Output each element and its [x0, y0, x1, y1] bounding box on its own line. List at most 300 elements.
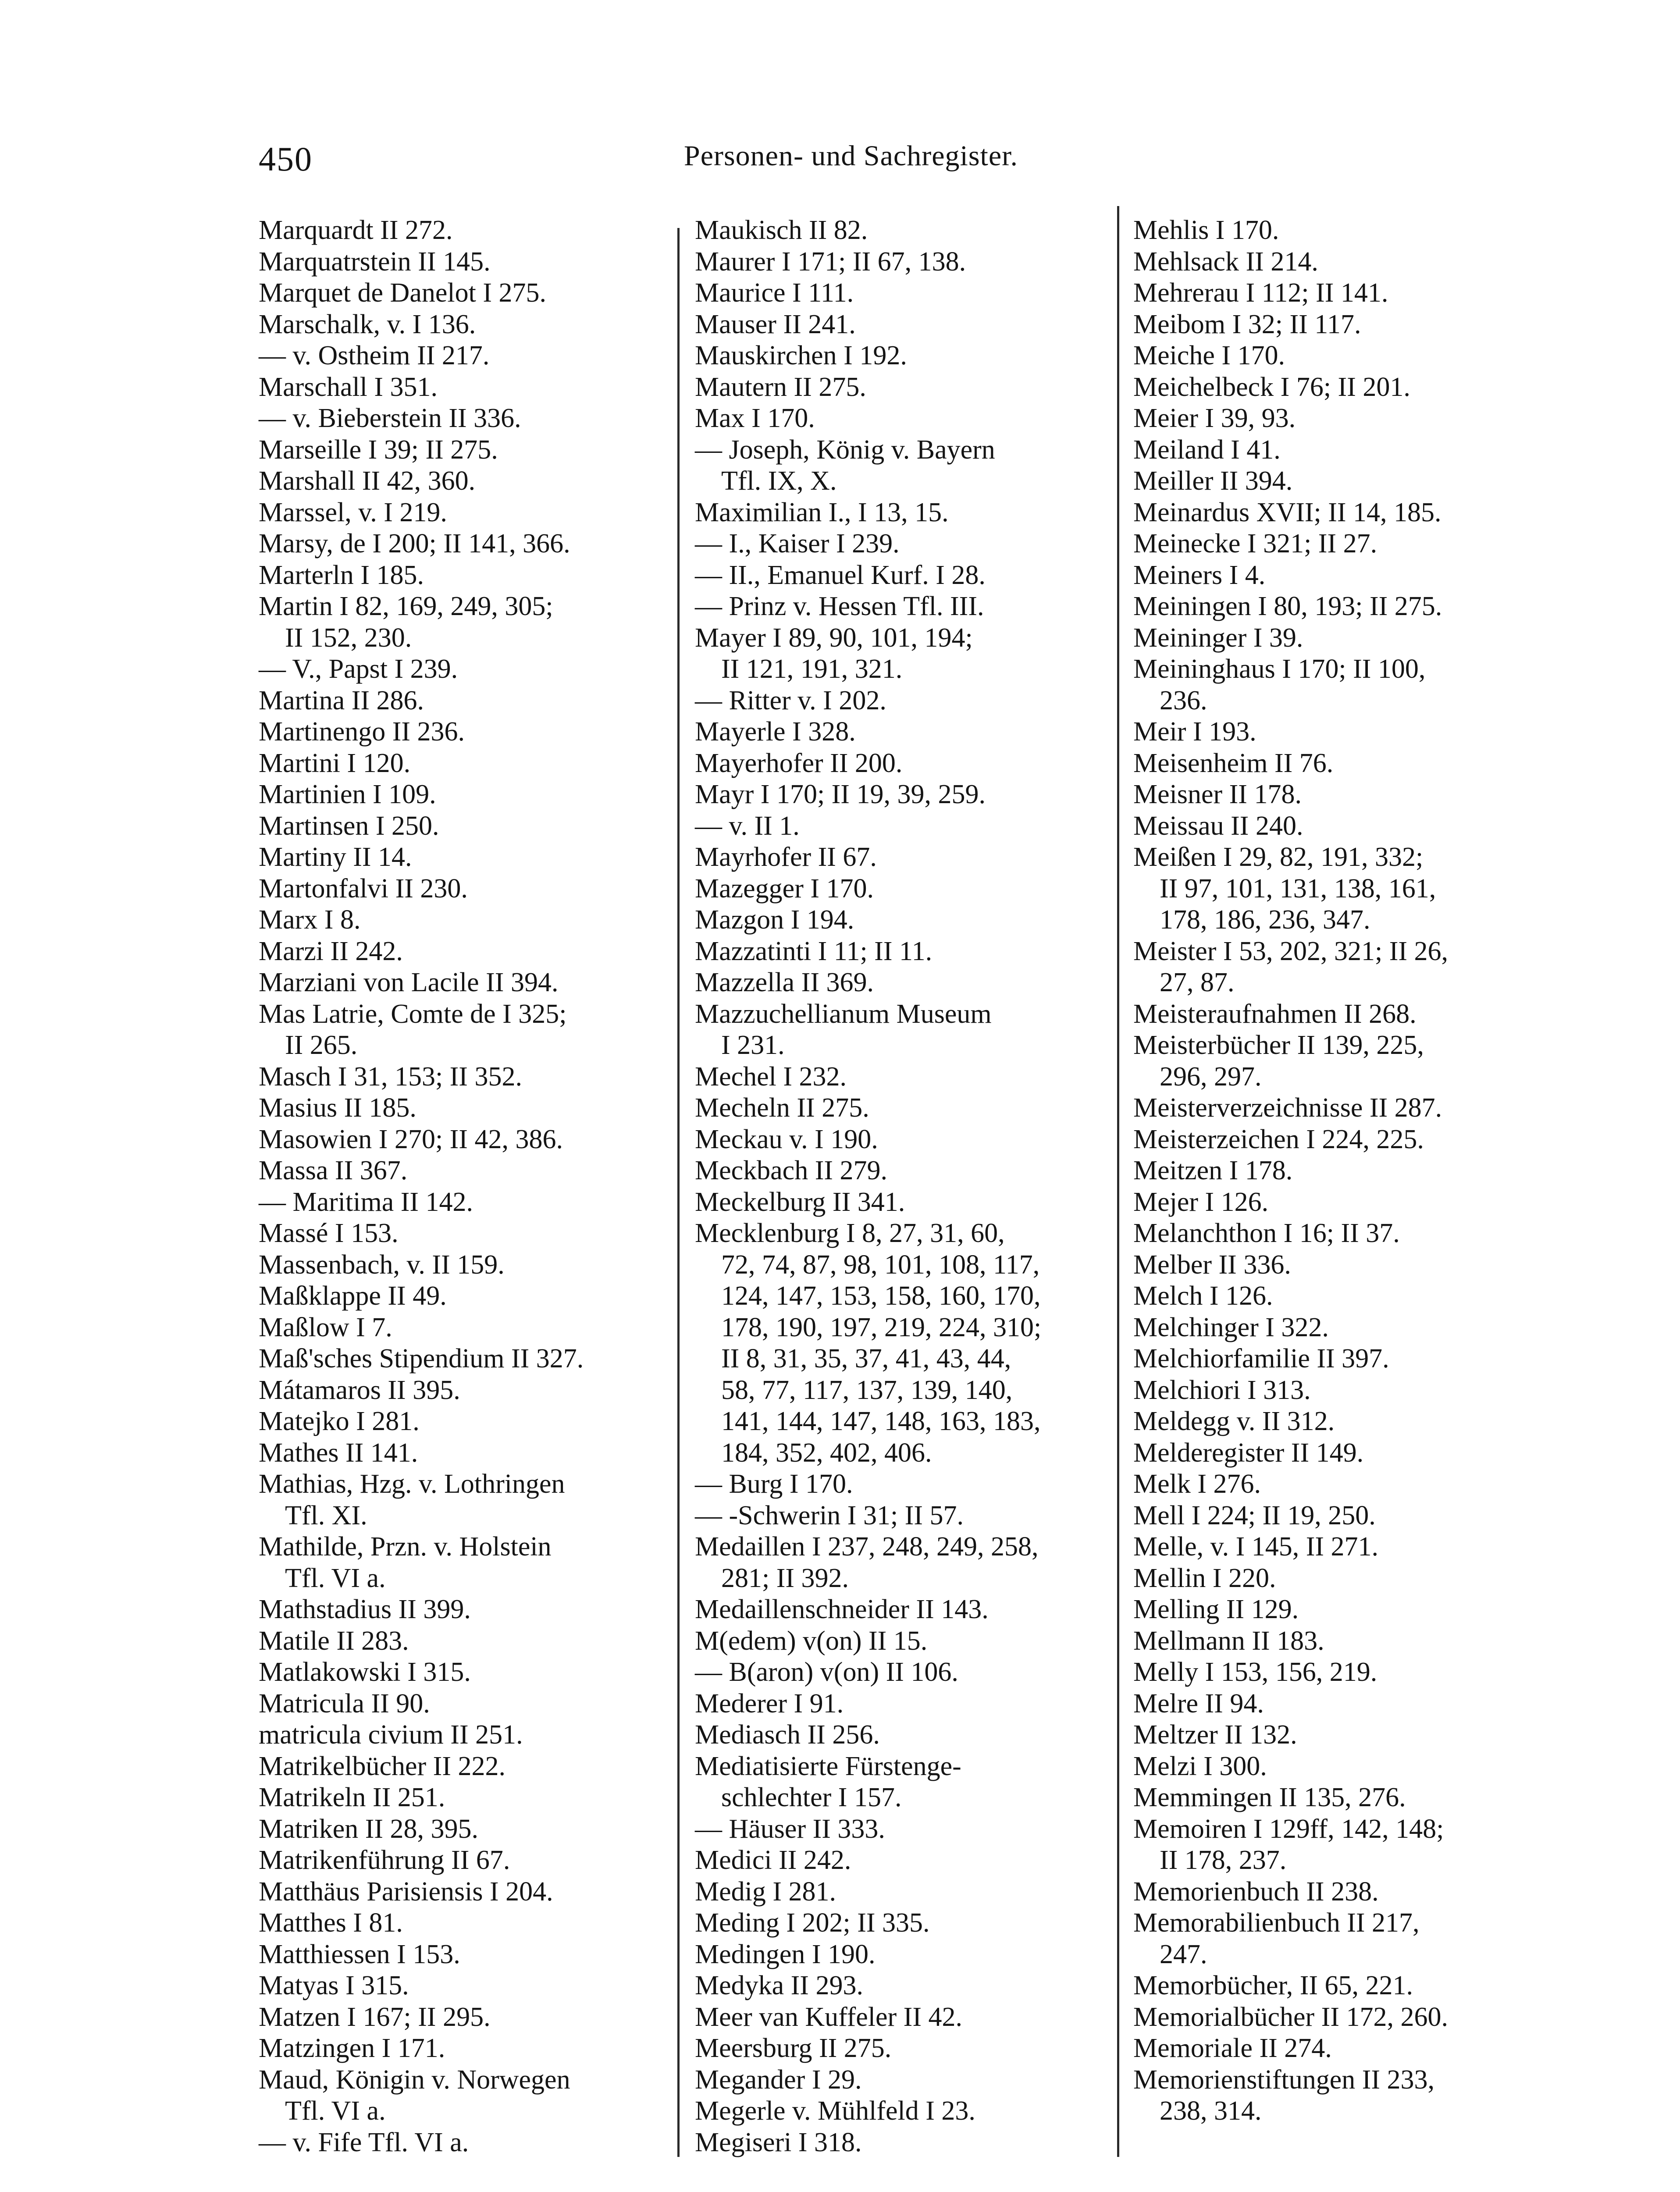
- index-entry: [259, 1594, 680, 1626]
- index-entry: [259, 685, 680, 717]
- entry-text: Matzingen I 171.: [259, 2033, 445, 2063]
- entry-text: Mautern II 275.: [695, 372, 866, 402]
- index-entry: [1133, 1375, 1576, 1406]
- entry-text: — v. II 1.: [695, 811, 800, 841]
- entry-text: Martiny II 14.: [259, 842, 412, 872]
- entry-text: Medaillenschneider II 143.: [695, 1594, 989, 1624]
- entry-text: Mayer I 89, 90, 101, 194;: [695, 623, 973, 653]
- index-entry: [695, 1469, 1122, 1500]
- entry-text: Maurice I 111.: [695, 278, 854, 308]
- index-entry: [259, 309, 680, 341]
- entry-text: Meldegg v. II 312.: [1133, 1406, 1335, 1436]
- index-entry: [1133, 1782, 1576, 1814]
- entry-continuation: 296, 297.: [1160, 1061, 1262, 1092]
- entry-continuation: 178, 190, 197, 219, 224, 310;: [721, 1312, 1042, 1342]
- index-entry: [1133, 1249, 1576, 1281]
- entry-text: Meißen I 29, 82, 191, 332;: [1133, 842, 1424, 872]
- index-entry: [259, 1719, 680, 1751]
- index-entry: [695, 434, 1122, 497]
- index-entry: [695, 309, 1122, 341]
- index-entry: [695, 1876, 1122, 1908]
- entry-text: Maßlow I 7.: [259, 1312, 392, 1342]
- index-entry: [259, 1406, 680, 1438]
- entry-text: Mediatisierte Fürstenge-: [695, 1751, 961, 1781]
- index-entry: [259, 1814, 680, 1845]
- index-entry: [259, 654, 680, 685]
- index-entry: [695, 2002, 1122, 2033]
- entry-text: Melly I 153, 156, 219.: [1133, 1657, 1377, 1687]
- entry-text: Meisterverzeichnisse II 287.: [1133, 1093, 1442, 1123]
- entry-text: Mecheln II 275.: [695, 1093, 869, 1123]
- entry-text: Melchinger I 322.: [1133, 1312, 1329, 1342]
- entry-text: Massé I 153.: [259, 1218, 399, 1248]
- entry-text: Medingen I 190.: [695, 1939, 876, 1969]
- index-entry: [695, 1061, 1122, 1093]
- index-entry: [695, 340, 1122, 372]
- index-entry: [259, 466, 680, 497]
- entry-text: Matlakowski I 315.: [259, 1657, 471, 1687]
- index-entry: [1133, 340, 1576, 372]
- index-entry: [1133, 1814, 1576, 1876]
- entry-text: Meissau II 240.: [1133, 811, 1303, 841]
- index-entry: [695, 904, 1122, 936]
- entry-text: Meinardus XVII; II 14, 185.: [1133, 497, 1442, 527]
- entry-text: Memorienbuch II 238.: [1133, 1876, 1379, 1907]
- index-entry: [259, 1187, 680, 1218]
- entry-text: — Ritter v. I 202.: [695, 685, 886, 715]
- index-entry: [1133, 936, 1576, 999]
- index-entry: [1133, 748, 1576, 779]
- entry-text: Mátamaros II 395.: [259, 1375, 460, 1405]
- entry-text: Marseille I 39; II 275.: [259, 434, 498, 465]
- index-entry: [259, 1343, 680, 1375]
- index-entry: [695, 1719, 1122, 1751]
- index-entry: [695, 278, 1122, 309]
- entry-text: Memoriale II 274.: [1133, 2033, 1332, 2063]
- entry-text: Marquardt II 272.: [259, 215, 453, 245]
- entry-continuation: II 97, 101, 131, 138, 161,: [1160, 873, 1436, 904]
- entry-continuation: 72, 74, 87, 98, 101, 108, 117,: [721, 1249, 1040, 1280]
- index-entry: [695, 873, 1122, 905]
- index-entry: [695, 403, 1122, 434]
- entry-text: Meckelburg II 341.: [695, 1187, 905, 1217]
- index-entry: [1133, 278, 1576, 309]
- entry-text: Mazgon I 194.: [695, 905, 854, 935]
- index-entry: [259, 497, 680, 529]
- index-entry: [259, 1531, 680, 1594]
- index-entry: [1133, 1876, 1576, 1908]
- entry-text: Mayrhofer II 67.: [695, 842, 877, 872]
- index-entry: [695, 1939, 1122, 1971]
- index-entry: [259, 1155, 680, 1187]
- index-entry: [1133, 1751, 1576, 1783]
- index-entry: [259, 528, 680, 560]
- entry-text: Mathias, Hzg. v. Lothringen: [259, 1469, 565, 1499]
- entry-text: Maukisch II 82.: [695, 215, 868, 245]
- entry-text: Mas Latrie, Comte de I 325;: [259, 999, 567, 1029]
- entry-text: Melanchthon I 16; II 37.: [1133, 1218, 1400, 1248]
- entry-continuation: II 178, 237.: [1160, 1845, 1287, 1875]
- index-entry: [695, 748, 1122, 779]
- entry-text: Matrikenführung II 67.: [259, 1845, 510, 1875]
- index-entry: [259, 1782, 680, 1814]
- entry-continuation: 281; II 392.: [721, 1563, 849, 1593]
- index-entry: [1133, 1438, 1576, 1469]
- index-entry: [695, 560, 1122, 591]
- entry-text: Martinien I 109.: [259, 779, 436, 809]
- index-entry: [259, 340, 680, 372]
- entry-text: Marschall I 351.: [259, 372, 438, 402]
- entry-text: Melderegister II 149.: [1133, 1438, 1364, 1468]
- index-entry: [695, 1657, 1122, 1688]
- entry-text: Masch I 31, 153; II 352.: [259, 1061, 522, 1092]
- index-entry: [1133, 1092, 1576, 1124]
- index-entry: [695, 215, 1122, 246]
- index-entry: [259, 2002, 680, 2033]
- entry-continuation: 247.: [1160, 1939, 1207, 1969]
- index-entry: [695, 1907, 1122, 1939]
- entry-text: Melk I 276.: [1133, 1469, 1261, 1499]
- index-entry: [1133, 1187, 1576, 1218]
- index-entry: [1133, 2002, 1576, 2033]
- index-entry: [1133, 1907, 1576, 1970]
- entry-text: Martini I 120.: [259, 748, 411, 778]
- entry-text: Mederer I 91.: [695, 1688, 844, 1719]
- entry-text: Marquet de Danelot I 275.: [259, 278, 546, 308]
- entry-text: Masius II 185.: [259, 1093, 416, 1123]
- entry-text: Melchiori I 313.: [1133, 1375, 1311, 1405]
- index-entry: [1133, 1719, 1576, 1751]
- entry-text: Mathstadius II 399.: [259, 1594, 471, 1624]
- index-entry: [259, 1124, 680, 1156]
- index-entry: [259, 716, 680, 748]
- index-entry: [1133, 528, 1576, 560]
- index-entry: [695, 591, 1122, 623]
- index-entry: [695, 1594, 1122, 1626]
- entry-text: Matrikeln II 251.: [259, 1783, 445, 1812]
- index-entry: [1133, 309, 1576, 341]
- entry-text: Memoiren I 129ff, 142, 148;: [1133, 1814, 1444, 1844]
- index-entry: [1133, 1312, 1576, 1344]
- index-entry: [1133, 1218, 1576, 1249]
- entry-text: Mauskirchen I 192.: [695, 341, 907, 370]
- index-entry: [1133, 497, 1576, 529]
- index-entry: [1133, 811, 1576, 842]
- index-entry: [1133, 2033, 1576, 2064]
- entry-text: Marsy, de I 200; II 141, 366.: [259, 529, 570, 559]
- entry-text: Melber II 336.: [1133, 1249, 1291, 1280]
- index-entry: [695, 1124, 1122, 1156]
- entry-text: Meier I 39, 93.: [1133, 403, 1296, 433]
- entry-text: Mathilde, Przn. v. Holstein: [259, 1532, 552, 1562]
- index-entry: [259, 1939, 680, 1971]
- entry-continuation: 58, 77, 117, 137, 139, 140,: [721, 1375, 1013, 1405]
- entry-text: — V., Papst I 239.: [259, 654, 458, 684]
- entry-text: — v. Fife Tfl. VI a.: [259, 2127, 469, 2157]
- index-entry: [259, 1876, 680, 1908]
- entry-text: Martonfalvi II 230.: [259, 873, 468, 904]
- entry-text: Meininger I 39.: [1133, 623, 1303, 653]
- index-entry: [1133, 591, 1576, 623]
- entry-text: Memorienstiftungen II 233,: [1133, 2064, 1435, 2095]
- entry-text: Martin I 82, 169, 249, 305;: [259, 591, 553, 621]
- index-entry: [695, 246, 1122, 278]
- entry-continuation: Tfl. VI a.: [285, 1563, 386, 1593]
- entry-continuation: 238, 314.: [1160, 2096, 1262, 2126]
- entry-text: Matthes I 81.: [259, 1908, 403, 1938]
- entry-text: Medaillen I 237, 248, 249, 258,: [695, 1532, 1039, 1562]
- index-entry: [1133, 1124, 1576, 1156]
- entry-text: Matthäus Parisiensis I 204.: [259, 1876, 553, 1907]
- entry-text: Megerle v. Mühlfeld I 23.: [695, 2096, 975, 2126]
- entry-text: Melling II 129.: [1133, 1594, 1299, 1624]
- index-entry: [695, 685, 1122, 717]
- entry-text: Maurer I 171; II 67, 138.: [695, 246, 966, 277]
- index-entry: [695, 372, 1122, 403]
- entry-text: Meckau v. I 190.: [695, 1124, 878, 1154]
- entry-text: — B(aron) v(on) II 106.: [695, 1657, 958, 1687]
- entry-text: Mehlis I 170.: [1133, 215, 1279, 245]
- index-entry: [1133, 1970, 1576, 2002]
- index-entry: [1133, 246, 1576, 278]
- entry-text: Meiche I 170.: [1133, 341, 1285, 370]
- index-entry: [1133, 779, 1576, 811]
- entry-text: Marziani von Lacile II 394.: [259, 968, 559, 997]
- entry-text: Melchiorfamilie II 397.: [1133, 1344, 1389, 1374]
- entry-text: Martinengo II 236.: [259, 717, 465, 747]
- entry-text: Meersburg II 275.: [695, 2033, 892, 2063]
- index-entry: [695, 1531, 1122, 1594]
- entry-text: Mecklenburg I 8, 27, 31, 60,: [695, 1218, 1005, 1248]
- index-entry: [1133, 1563, 1576, 1594]
- index-entry: [259, 1092, 680, 1124]
- entry-text: M(edem) v(on) II 15.: [695, 1626, 928, 1656]
- entry-text: Matejko I 281.: [259, 1406, 420, 1436]
- entry-text: Mathes II 141.: [259, 1438, 418, 1468]
- entry-text: Marx I 8.: [259, 905, 361, 935]
- entry-text: Meinecke I 321; II 27.: [1133, 529, 1377, 559]
- entry-text: Meding I 202; II 335.: [695, 1908, 930, 1938]
- index-entry: [695, 2096, 1122, 2127]
- entry-text: Massenbach, v. II 159.: [259, 1249, 505, 1280]
- entry-text: Meichelbeck I 76; II 201.: [1133, 372, 1410, 402]
- index-entry: [259, 904, 680, 936]
- index-column-2: [695, 215, 1122, 2158]
- entry-text: Marquatrstein II 145.: [259, 246, 491, 277]
- index-entry: [1133, 716, 1576, 748]
- entry-continuation: 141, 144, 147, 148, 163, 183,: [721, 1406, 1041, 1436]
- index-entry: [1133, 1594, 1576, 1626]
- index-entry: [1133, 1688, 1576, 1720]
- entry-text: — II., Emanuel Kurf. I 28.: [695, 560, 986, 590]
- entry-text: Massa II 367.: [259, 1156, 408, 1185]
- entry-text: Melch I 126.: [1133, 1281, 1273, 1311]
- index-entry: [695, 716, 1122, 748]
- index-entry: [695, 842, 1122, 873]
- index-entry: [259, 936, 680, 968]
- entry-continuation: 184, 352, 402, 406.: [721, 1438, 932, 1468]
- index-entry: [695, 1751, 1122, 1814]
- index-entry: [695, 1845, 1122, 1876]
- entry-text: Meiningen I 80, 193; II 275.: [1133, 591, 1442, 621]
- index-entry: [695, 1626, 1122, 1657]
- index-entry: [1133, 999, 1576, 1030]
- entry-continuation: II 265.: [285, 1030, 358, 1060]
- entry-text: Mazzella II 369.: [695, 968, 874, 997]
- entry-text: matricula civium II 251.: [259, 1720, 523, 1750]
- index-entry: [695, 999, 1122, 1061]
- index-entry: [259, 779, 680, 811]
- entry-text: Marterln I 185.: [259, 560, 424, 590]
- index-column-1: [259, 215, 680, 2158]
- entry-continuation: 27, 87.: [1160, 968, 1235, 997]
- index-entry: [1133, 842, 1576, 936]
- index-entry: [695, 2033, 1122, 2064]
- entry-text: Meininghaus I 170; II 100,: [1133, 654, 1426, 684]
- index-entry: [1133, 1500, 1576, 1532]
- index-entry: [259, 1845, 680, 1876]
- entry-text: Meisterbücher II 139, 225,: [1133, 1030, 1424, 1060]
- entry-text: Meiners I 4.: [1133, 560, 1266, 590]
- index-entry: [259, 1218, 680, 1249]
- entry-text: Medig I 281.: [695, 1876, 836, 1907]
- index-entry: [259, 999, 680, 1061]
- index-entry: [259, 278, 680, 309]
- entry-continuation: 236.: [1160, 685, 1207, 715]
- entry-continuation: I 231.: [721, 1030, 785, 1060]
- index-entry: [1133, 434, 1576, 466]
- index-entry: [259, 1249, 680, 1281]
- entry-text: Meisteraufnahmen II 268.: [1133, 999, 1417, 1029]
- entry-text: Maßklappe II 49.: [259, 1281, 447, 1311]
- entry-text: Mayr I 170; II 19, 39, 259.: [695, 779, 986, 809]
- entry-text: Meir I 193.: [1133, 717, 1256, 747]
- entry-text: Matriken II 28, 395.: [259, 1814, 479, 1844]
- entry-text: Melzi I 300.: [1133, 1751, 1267, 1781]
- entry-text: Meer van Kuffeler II 42.: [695, 2002, 962, 2032]
- index-entry: [259, 748, 680, 779]
- index-entry: [259, 1469, 680, 1531]
- entry-text: Marzi II 242.: [259, 936, 403, 966]
- entry-text: Mazzatinti I 11; II 11.: [695, 936, 933, 966]
- entry-text: — Prinz v. Hessen Tfl. III.: [695, 591, 984, 621]
- index-entry: [259, 1312, 680, 1344]
- entry-text: Meisenheim II 76.: [1133, 748, 1334, 778]
- entry-continuation: II 152, 230.: [285, 623, 412, 653]
- entry-text: Memorabilienbuch II 217,: [1133, 1908, 1420, 1938]
- entry-text: Mazegger I 170.: [695, 873, 874, 904]
- index-entry: [695, 2127, 1122, 2159]
- index-entry: [259, 591, 680, 654]
- entry-text: Max I 170.: [695, 403, 815, 433]
- entry-text: — v. Bieberstein II 336.: [259, 403, 521, 433]
- index-entry: [1133, 654, 1576, 716]
- entry-continuation: Tfl. XI.: [285, 1500, 367, 1530]
- entry-continuation: 124, 147, 153, 158, 160, 170,: [721, 1281, 1041, 1311]
- entry-continuation: II 121, 191, 321.: [721, 654, 903, 684]
- entry-text: Matzen I 167; II 295.: [259, 2002, 491, 2032]
- index-entry: [695, 779, 1122, 811]
- entry-text: Maximilian I., I 13, 15.: [695, 497, 949, 527]
- index-entry: [259, 1907, 680, 1939]
- entry-continuation: schlechter I 157.: [721, 1783, 902, 1812]
- index-entry: [259, 1438, 680, 1469]
- entry-text: Meister I 53, 202, 321; II 26,: [1133, 936, 1449, 966]
- entry-text: Mellin I 220.: [1133, 1563, 1276, 1593]
- index-entry: [695, 623, 1122, 685]
- index-entry: [695, 1500, 1122, 1532]
- entry-text: Mazzuchellianum Museum: [695, 999, 992, 1029]
- entry-text: Melre II 94.: [1133, 1688, 1264, 1719]
- entry-text: Maß'sches Stipendium II 327.: [259, 1344, 584, 1374]
- index-entry: [695, 936, 1122, 968]
- entry-text: — v. Ostheim II 217.: [259, 341, 490, 370]
- entry-text: Matyas I 315.: [259, 1971, 409, 2000]
- entry-text: Melle, v. I 145, II 271.: [1133, 1532, 1379, 1562]
- entry-text: Marssel, v. I 219.: [259, 497, 447, 527]
- index-entry: [1133, 1657, 1576, 1688]
- index-entry: [259, 2127, 680, 2159]
- index-entry: [1133, 215, 1576, 246]
- entry-text: Megiseri I 318.: [695, 2127, 862, 2157]
- entry-text: Mehrerau I 112; II 141.: [1133, 278, 1388, 308]
- page-number: 450: [259, 140, 313, 178]
- index-entry: [1133, 403, 1576, 434]
- index-entry: [695, 1155, 1122, 1187]
- entry-text: Meiller II 394.: [1133, 466, 1293, 496]
- entry-text: — Maritima II 142.: [259, 1187, 473, 1217]
- entry-text: Meisner II 178.: [1133, 779, 1302, 809]
- entry-text: Meitzen I 178.: [1133, 1156, 1293, 1185]
- entry-text: — -Schwerin I 31; II 57.: [695, 1500, 964, 1530]
- entry-text: Martinsen I 250.: [259, 811, 439, 841]
- entry-text: Medyka II 293.: [695, 1971, 863, 2000]
- index-entry: [695, 1688, 1122, 1720]
- entry-text: Meisterzeichen I 224, 225.: [1133, 1124, 1424, 1154]
- entry-text: Matile II 283.: [259, 1626, 409, 1656]
- index-entry: [259, 1375, 680, 1406]
- entry-text: Marschalk, v. I 136.: [259, 309, 476, 339]
- entry-text: Megander I 29.: [695, 2064, 862, 2095]
- entry-text: Mellmann II 183.: [1133, 1626, 1324, 1656]
- entry-text: — Häuser II 333.: [695, 1814, 885, 1844]
- entry-continuation: 178, 186, 236, 347.: [1160, 905, 1370, 935]
- index-entry: [1133, 560, 1576, 591]
- index-entry: [259, 1751, 680, 1783]
- entry-text: Meltzer II 132.: [1133, 1720, 1297, 1750]
- index-entry: [695, 497, 1122, 529]
- index-entry: [259, 403, 680, 434]
- entry-text: — Burg I 170.: [695, 1469, 853, 1499]
- index-entry: [259, 842, 680, 873]
- index-entry: [695, 1092, 1122, 1124]
- index-entry: [695, 1814, 1122, 1845]
- index-entry: [695, 1187, 1122, 1218]
- index-entry: [695, 2064, 1122, 2096]
- entry-text: Matricula II 90.: [259, 1688, 430, 1719]
- index-entry: [1133, 1469, 1576, 1500]
- index-entry: [1133, 2064, 1576, 2127]
- entry-text: Mayerhofer II 200.: [695, 748, 903, 778]
- entry-text: Memorbücher, II 65, 221.: [1133, 1971, 1413, 2000]
- entry-continuation: Tfl. IX, X.: [721, 466, 837, 496]
- index-entry: [259, 434, 680, 466]
- index-entry: [1133, 1406, 1576, 1438]
- index-entry: [259, 1688, 680, 1720]
- entry-text: Masowien I 270; II 42, 386.: [259, 1124, 563, 1154]
- entry-continuation: II 8, 31, 35, 37, 41, 43, 44,: [721, 1344, 1011, 1374]
- entry-text: Matrikelbücher II 222.: [259, 1751, 505, 1781]
